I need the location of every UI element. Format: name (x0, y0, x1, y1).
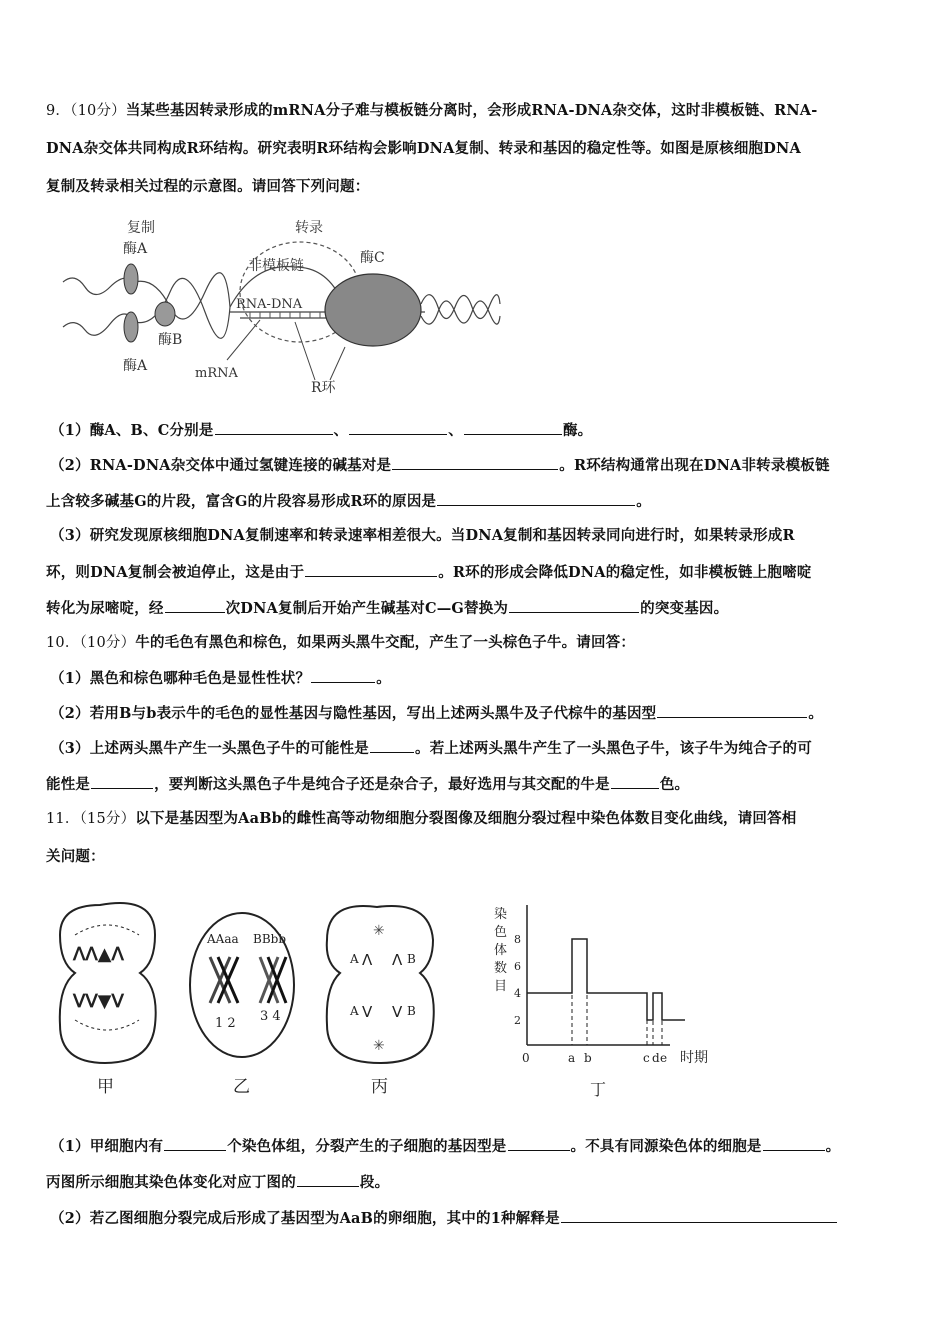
q11-part-1-line-1 (50, 1136, 920, 1157)
q10-part-3-line-1 (50, 738, 920, 759)
label-zhuanlu: 转录 (295, 220, 323, 236)
graph-ylabel-char-3: 数 (494, 961, 508, 976)
q9-p3-text-d: 转化为尿嘧啶，经 (46, 600, 164, 617)
svg-text:ᐯ: ᐯ (392, 1003, 403, 1021)
q10-p1-end: 。 (376, 670, 391, 687)
ytick-8: 8 (514, 933, 521, 946)
enzyme-c-shape (325, 274, 421, 346)
q11-p1-blank-4[interactable] (297, 1172, 359, 1187)
q9-number: 9． (46, 103, 71, 119)
label-mrna: mRNA (195, 366, 238, 381)
svg-text:✳: ✳ (373, 923, 385, 939)
q9-p1-blank-1[interactable] (215, 420, 333, 435)
q9-p2-text-b: 。R环结构通常出现在DNA非转录模板链 (559, 457, 830, 474)
q11-p1-blank-3[interactable] (763, 1136, 825, 1151)
q10-part-2 (50, 703, 920, 724)
q9-part-1 (50, 420, 920, 441)
q9-p3-blank-3[interactable] (509, 598, 639, 613)
graph-ylabel (494, 906, 507, 994)
q10-p3-text-a: （3）上述两头黑牛产生一头黑色子牛的可能性是 (50, 740, 369, 757)
q9-part-3-line-1: （3）研究发现原核细胞DNA复制速率和转录速率相差很大。当DNA复制和基因转录同向进行时，如果转录形成R (50, 527, 795, 544)
q9-p3-blank-1[interactable] (305, 562, 437, 577)
label-rna-dna: RNA-DNA (236, 297, 303, 312)
ytick-4: 4 (514, 987, 521, 1000)
q11-p1-text-e: 段。 (359, 1174, 390, 1191)
bing-a-top: A (350, 952, 359, 966)
q10-p3-text-c: 能性是 (46, 776, 91, 793)
bing-a-bottom: A (350, 1004, 359, 1018)
bing-b-bottom: B (407, 1004, 416, 1018)
label-enzyme-a-top: 酶A (123, 241, 148, 257)
enzyme-b-shape (155, 302, 175, 326)
q9-score: （10分） (70, 103, 126, 119)
svg-text:ᐯᐯ▼ᐯ: ᐯᐯ▼ᐯ (73, 991, 124, 1012)
q11-p1-text-a: （1）甲细胞内有 (50, 1138, 164, 1155)
q9-p1-sep-1: 、 (333, 422, 349, 439)
q10-p2-end: 。 (808, 705, 824, 722)
label-enzyme-a-bottom: 酶A (123, 358, 148, 374)
cell-bing (327, 906, 434, 1097)
label-fuzhi: 复制 (127, 220, 155, 236)
yi-label-aaaa: AAaa (207, 932, 239, 946)
hydrogen-bonds (250, 312, 330, 318)
q10-p3-text-d: ，要判断这头黑色子牛是纯合子还是杂合子，最好选用与其交配的牛是 (154, 776, 610, 793)
q10-part-3-line-2 (46, 774, 916, 795)
label-jia: 甲 (97, 1077, 114, 1097)
q11-cell-figures (55, 895, 455, 1105)
dna-helix-middle-2 (135, 278, 230, 338)
xtick-a: a (568, 1051, 576, 1065)
label-bing: 丙 (371, 1077, 388, 1097)
graph-yticks (514, 933, 521, 1027)
bing-b-top: B (407, 952, 416, 966)
yi-label-12: 1 2 (215, 1016, 236, 1031)
q10-p2-text: （2）若用B与b表示牛的毛色的显性基因与隐性基因，写出上述两头黑牛及子代棕牛的基因型 (50, 705, 657, 722)
q9-stem-line-2: DNA杂交体共同构成R环结构。研究表明R环结构会影响DNA复制、转录和基因的稳定性等。如图是原核细胞DNA (46, 140, 801, 157)
label-enzyme-c: 酶C (360, 250, 385, 266)
label-enzyme-b: 酶B (158, 332, 183, 348)
q11-p1-text-b: 个染色体组，分裂产生的子细胞的基因型是 (227, 1138, 507, 1155)
q11-p1-blank-2[interactable] (508, 1136, 570, 1151)
q11-p1-text-d: 丙图所示细胞其染色体变化对应丁图的 (46, 1174, 296, 1191)
graph-ylabel-char-4: 目 (494, 979, 508, 994)
q9-p1-sep-2: 、 (448, 422, 463, 439)
mrna-pointer (227, 320, 260, 360)
q10-p2-blank[interactable] (657, 703, 807, 718)
svg-text:ᐱᐱ▲ᐱ: ᐱᐱ▲ᐱ (73, 944, 124, 965)
graph-ylabel-char-2: 体 (494, 943, 508, 958)
q10-p3-text-b: 。若上述两头黑牛产生了一头黑色子牛，该子牛为纯合子的可 (415, 740, 812, 757)
graph-xlabel: 时期 (680, 1050, 708, 1066)
q10-score: （10分） (79, 635, 136, 651)
q10-p3-blank-3[interactable] (611, 774, 659, 789)
q11-stem-line-2: 关问题： (46, 848, 105, 865)
q11-chromosome-graph (490, 900, 720, 1105)
q9-p3-text-b: 环，则DNA复制会被迫停止，这是由于 (46, 564, 305, 581)
q9-stem-text-1: 当某些基因转录形成的mRNA分子难与模板链分离时，会形成RNA-DNA杂交体，这时非模板链、RNA- (125, 102, 818, 119)
q11-p1-end: 。 (825, 1138, 841, 1155)
xtick-e: e (660, 1051, 668, 1065)
q9-part-2-line-1 (50, 455, 920, 476)
svg-text:ᐱ: ᐱ (392, 951, 403, 969)
graph-ylabel-char-1: 色 (494, 925, 508, 940)
q10-stem-text: 牛的毛色有黑色和棕色，如果两头黑牛交配，产生了一头棕色子牛。请回答： (135, 634, 636, 651)
svg-text:ᐯ: ᐯ (362, 1003, 373, 1021)
q11-number: 11． (46, 811, 80, 827)
cell-yi (190, 913, 294, 1097)
q9-part-2-line-2 (46, 491, 916, 512)
q9-p2-end: 。 (636, 493, 651, 510)
q9-part-3-line-3 (46, 598, 916, 619)
enzyme-a-top-shape (124, 264, 138, 294)
q11-part-2 (50, 1208, 920, 1229)
yi-label-bbbb: BBbb (253, 932, 286, 946)
q9-p3-text-f: 的突变基因。 (640, 600, 729, 617)
q9-stem-line-3: 复制及转录相关过程的示意图。请回答下列问题： (46, 178, 370, 195)
q11-stem-text-1: 以下是基因型为AaBb的雌性高等动物细胞分裂图像及细胞分裂过程中染色体数目变化曲线，请回答相 (135, 810, 797, 827)
q9-dna-figure (55, 212, 505, 402)
cell-jia (60, 903, 156, 1097)
q10-p3-end: 色。 (659, 776, 690, 793)
q9-p2-blank-1[interactable] (392, 455, 558, 470)
q10-number: 10． (46, 635, 80, 651)
q11-part-1-line-2 (46, 1172, 916, 1193)
q11-p2-blank[interactable] (561, 1208, 837, 1223)
label-feimuban: 非模板链 (248, 258, 304, 274)
q9-p1-text: （1）酶A、B、C分别是 (50, 422, 214, 439)
q10-p1-text: （1）黑色和棕色哪种毛色是显性性状？ (50, 670, 311, 687)
graph-title: 丁 (590, 1080, 607, 1099)
graph-origin: 0 (522, 1051, 530, 1065)
svg-text:ᐱ: ᐱ (362, 951, 373, 969)
q9-p1-blank-2[interactable] (349, 420, 447, 435)
xtick-c: c (643, 1051, 650, 1065)
q9-p2-text-a: （2）RNA-DNA杂交体中通过氢键连接的碱基对是 (50, 457, 392, 474)
dna-helix-right-2 (421, 301, 500, 324)
yi-label-34: 3 4 (260, 1009, 281, 1024)
q11-p1-blank-1[interactable] (164, 1136, 226, 1151)
q11-stem-line-1 (46, 809, 916, 829)
q9-p1-blank-3[interactable] (464, 420, 562, 435)
q11-p2-text: （2）若乙图细胞分裂完成后形成了基因型为AaB的卵细胞，其中的1种解释是 (50, 1210, 560, 1227)
dna-helix-middle-1 (135, 273, 230, 319)
q10-stem (46, 633, 916, 653)
dna-helix-right-1 (421, 295, 500, 319)
q9-p2-text-c: 上含较多碱基G的片段，富含G的片段容易形成R环的原因是 (46, 493, 437, 510)
chromosome-curve (527, 939, 685, 1020)
label-r-loop: R环 (311, 380, 336, 396)
graph-dashed-guides (572, 939, 662, 1045)
q9-p3-text-c: 。R环的形成会降低DNA的稳定性，如非模板链上胞嘧啶 (438, 564, 812, 581)
q9-p2-blank-2[interactable] (437, 491, 635, 506)
svg-text:✳: ✳ (373, 1038, 385, 1054)
graph-xticks (568, 1051, 667, 1065)
xtick-b: b (584, 1051, 592, 1065)
label-yi: 乙 (233, 1077, 250, 1097)
q10-p1-blank[interactable] (311, 668, 375, 683)
q9-p3-text-e: 次DNA复制后开始产生碱基对C—G替换为 (225, 600, 509, 617)
graph-ylabel-char-0: 染 (494, 907, 508, 922)
q9-p1-end: 酶。 (562, 422, 593, 439)
q9-part-3-line-2 (46, 562, 916, 583)
xtick-d: d (652, 1051, 660, 1065)
q10-part-1 (50, 668, 920, 689)
q9-p3-blank-2[interactable] (165, 598, 225, 613)
q11-p1-text-c: 。不具有同源染色体的细胞是 (570, 1138, 762, 1155)
q10-p3-blank-1[interactable] (370, 738, 414, 753)
q10-p3-blank-2[interactable] (91, 774, 153, 789)
q9-stem-line-1 (46, 101, 916, 121)
q11-score: （15分） (79, 811, 136, 827)
enzyme-a-bottom-shape (124, 312, 138, 342)
ytick-2: 2 (514, 1014, 521, 1027)
ytick-6: 6 (514, 960, 521, 973)
